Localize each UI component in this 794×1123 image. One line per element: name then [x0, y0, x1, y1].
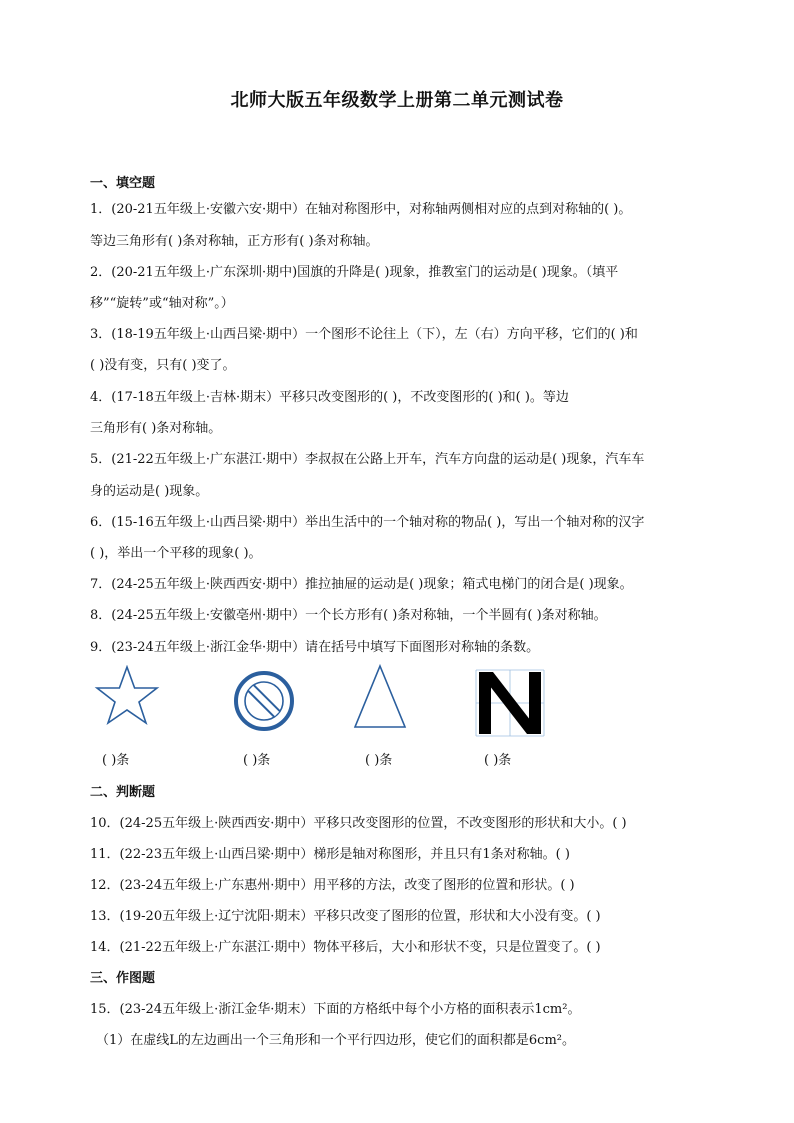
triangle-answer-label: ( )条 [365, 753, 393, 768]
question-2-line-2: 移”“旋转”或“轴对称”。） [90, 296, 234, 311]
star-answer-label: ( )条 [102, 753, 130, 768]
triangle-shape [355, 666, 405, 727]
question-1-line-1: 1．(20-21五年级上·安徽六安·期中）在轴对称图形中，对称轴两侧相对应的点到对称轴的( )。 [90, 202, 632, 217]
no-sign-answer-label: ( )条 [243, 753, 271, 768]
question-3-line-2: ( )没有变，只有( )变了。 [90, 358, 236, 373]
question-3-line-1: 3．(18-19五年级上·山西吕梁·期中）一个图形不论往上（下），左（右）方向平移，它们的( )和 [90, 327, 638, 342]
question-11: 11．(22-23五年级上·山西吕梁·期中）梯形是轴对称图形，并且只有1条对称轴。( ) [90, 847, 570, 862]
question-15: 15．(23-24五年级上·浙江金华·期末）下面的方格纸中每个小方格的面积表示1cm²。 [90, 1002, 581, 1017]
question-4-line-2: 三角形有( )条对称轴。 [90, 421, 222, 436]
question-7: 7．(24-25五年级上·陕西西安·期中）推拉抽屉的运动是( )现象；箱式电梯门的闭合是( )现象。 [90, 577, 633, 592]
question-5-line-1: 5．(21-22五年级上·广东湛江·期中）李叔叔在公路上开车，汽车方向盘的运动是( )现象，汽车车 [90, 452, 645, 467]
section-true-false-title: 二、判断题 [90, 785, 156, 800]
question-9: 9．(23-24五年级上·浙江金华·期中）请在括号中填写下面图形对称轴的条数。 [90, 640, 540, 655]
question-1-line-2: 等边三角形有( )条对称轴，正方形有( )条对称轴。 [90, 234, 379, 249]
triangle-figure [352, 664, 408, 730]
page-title: 北师大版五年级数学上册第二单元测试卷 [230, 90, 564, 111]
no-sign-diagonal-bar-inner [251, 688, 277, 714]
letter-n-answer-label: ( )条 [484, 753, 512, 768]
question-2-line-1: 2．(20-21五年级上·广东深圳·期中)国旗的升降是( )现象，推教室门的运动是( )现象。（填平 [90, 265, 619, 280]
question-14: 14．(21-22五年级上·广东湛江·期中）物体平移后，大小和形状不变，只是位置变了。( ) [90, 940, 601, 955]
question-12: 12．(23-24五年级上·广东惠州·期中）用平移的方法，改变了图形的位置和形状。( ) [90, 878, 575, 893]
question-5-line-2: 身的运动是( )现象。 [90, 484, 209, 499]
section-fill-in-title: 一、填空题 [90, 176, 156, 191]
letter-n-figure [474, 668, 546, 738]
star-shape [97, 667, 157, 723]
question-10: 10．(24-25五年级上·陕西西安·期中）平移只改变图形的位置，不改变图形的形状和大小。( ) [90, 816, 627, 831]
section-drawing-title: 三、作图题 [90, 971, 156, 986]
question-8: 8．(24-25五年级上·安徽亳州·期中）一个长方形有( )条对称轴，一个半圆有( )条对称轴。 [90, 608, 607, 623]
no-sign-figure [232, 670, 296, 732]
star-figure [94, 665, 160, 727]
question-6-line-2: ( )，举出一个平移的现象( )。 [90, 546, 262, 561]
question-4-line-1: 4．(17-18五年级上·吉林·期末）平移只改变图形的( )，不改变图形的( )和( )。等边 [90, 390, 569, 405]
question-13: 13．(19-20五年级上·辽宁沈阳·期末）平移只改变了图形的位置，形状和大小没有变。( ) [90, 909, 601, 924]
question-15-part-1: （1）在虚线L的左边画出一个三角形和一个平行四边形，使它们的面积都是6cm²。 [96, 1033, 575, 1048]
question-6-line-1: 6．(15-16五年级上·山西吕梁·期中）举出生活中的一个轴对称的物品( )，写出一个轴对称的汉字 [90, 515, 645, 530]
